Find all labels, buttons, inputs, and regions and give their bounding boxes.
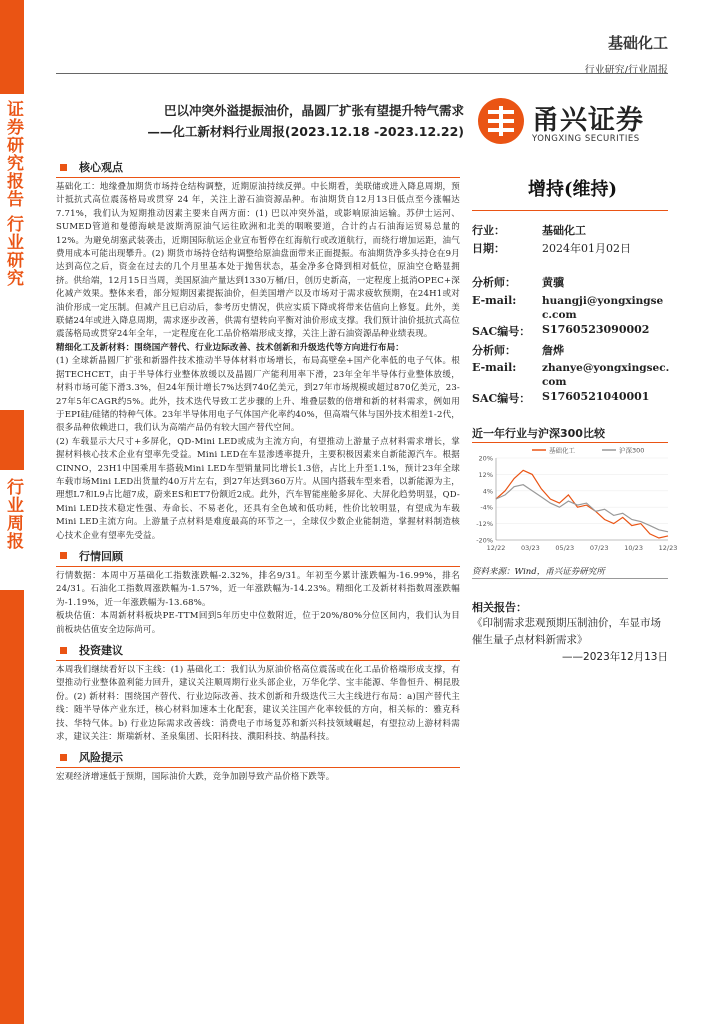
header-subcategory: 行业研究/行业周报 (584, 65, 668, 76)
chart-legend-label: 基础化工 (549, 446, 575, 455)
info-label: 分析师： (472, 276, 516, 289)
paragraph: (2) 车载显示大尺寸+多屏化，QD-Mini LED或成为主流方向，有望推动上游量子点材料需求增长，掌握材料核心技术企业有望率先受益。Mini LED在车显渗透率提升，主要积极因素来自新能源汽车。根据CINNO，23H1中国乘用车搭载Mini LED车型销量同比增长1.3倍，占比上升至1.1%，预计23年全球车载市场Mini LED出货量约40万片左右，到27年达到360万片。从国内搭载车型来看，以新能源为主，理想L7和L9占比超7成，蔚来ES和ET7份额近2成。此外，汽车智能座舱多屏化、大屏化趋势明显，QD-Mini LED技术稳定性强、寿命长、不易老化，还具有全色域和低功耗，性价比较明显，有望成为车载Mini LED主流方向。上游量子点材料是难度最高的环节之一，全球仅少数企业能制造，掌握材料制造核心技术企业有望率先受益。 (56, 436, 460, 541)
comparison-chart (472, 444, 678, 562)
side-band-bottom (0, 590, 24, 1024)
info-analyst-2 (472, 342, 564, 358)
email-link[interactable]: huangji@yongxingsec.com (542, 295, 664, 321)
section-divider (56, 767, 460, 768)
info-industry (472, 222, 586, 238)
chart-x-tick: 05/23 (555, 544, 575, 552)
header-category: 基础化工 (607, 34, 668, 52)
section-divider (56, 566, 460, 567)
header-divider (56, 73, 668, 74)
chart-y-tick: 20% (478, 454, 493, 463)
bullet-square-icon (60, 647, 67, 654)
chart-legend-label: 沪深300 (619, 446, 645, 455)
info-value: S1760523090002 (542, 323, 650, 336)
report-title (64, 100, 464, 142)
related-reports-heading: 相关报告： (472, 601, 527, 614)
chart-y-tick: 4% (482, 487, 493, 496)
chart-divider (472, 442, 668, 443)
chart-x-tick: 12/23 (658, 544, 678, 552)
section-divider (56, 660, 460, 661)
side-label-bottom: 行业周报 (3, 478, 23, 550)
chart-title: 近一年行业与沪深300比较 (472, 427, 605, 440)
chart-x-tick: 07/23 (589, 544, 609, 552)
logo-name: 甬兴证券 (532, 105, 644, 136)
chart-x-tick: 12/22 (486, 544, 506, 552)
side-band-top (0, 0, 24, 94)
info-label: E-mail: (472, 361, 517, 374)
title-line-2: ——化工新材料行业周报(2023.12.18 -2023.12.22) (147, 124, 464, 139)
section-divider (56, 177, 460, 178)
info-value: 詹烨 (542, 344, 564, 357)
paragraph: 精细化工及新材料：围绕国产替代、行业边际改善、技术创新和升级迭代等方向进行布局： (56, 342, 405, 353)
chart-y-tick: -4% (480, 503, 493, 512)
paragraph: (1) 全球新晶圆厂扩张和新器件技术推动半导体材料市场增长，布局高壁垒+国产化率低的电子气体。根据TECHCET，由于半导体行业整体放缓以及晶圆厂产能利用率下滑，23年全年半导体行业整体放缓，材料市场可能下滑3.3%，但24年预计增长7%达到740亿美元，到27年市场规模或超过870亿美元，23-27年5年CAGR约5%。此外，技术迭代导致工艺步骤的上升、堆叠层数的倍增和新的材料需求，例如用于EPI硅/硅锗的特种气体。23年半导体用电子气体国产化率约40%，但高端气体与国外技术相差1-2代，很多品种依赖进口，我们认为高端产品仍有较大国产替代空间。 (56, 356, 460, 434)
side-label-top: 证券研究报告 行业研究 (3, 100, 23, 287)
title-line-1: 巴以冲突外溢提振油价，晶圆厂扩张有望提升特气需求 (163, 103, 464, 118)
related-reports (472, 615, 668, 666)
info-email-1 (472, 294, 664, 321)
paragraph: 行情数据：本周中万基础化工指数涨跌幅-2.32%，排名9/31。年初至今累计涨跌幅为-16.99%，排名24/31。石油化工指数周涨跌幅为-1.57%，近一年涨跌幅为-14.23%。精细化工及新材料指数周涨跌幅为-1.19%，近一年涨跌幅为-13.68%。 (56, 570, 460, 608)
info-analyst-1 (472, 274, 564, 290)
related-report-date: ——2023年12月13日 (562, 651, 668, 663)
chart-y-tick: -12% (476, 520, 493, 529)
bullet-square-icon (60, 552, 67, 559)
section-risk (56, 750, 460, 764)
paragraph: 宏观经济增速低于预期，国际油价大跌，竞争加剧导致产品价格下跌等。 (56, 772, 335, 783)
info-sac-1 (472, 323, 650, 339)
info-label: 分析师： (472, 344, 516, 357)
chart-x-tick: 10/23 (624, 544, 643, 552)
bullet-square-icon (60, 754, 67, 761)
info-label: SAC编号： (472, 325, 531, 338)
rating-divider (472, 210, 668, 211)
info-label: E-mail: (472, 294, 517, 307)
paragraph: 基础化工：地缘叠加期货市场持仓结构调整，近期原油持续反弹。中长期看，美联储或进入降息周期，预计抵抗式高位震荡格局或贯穿 24 年，关注上游石油资源品种。布油期货自12月13日低点至今涨幅达7.71%，我们认为短期推动因素主要来自两方面：(1) 巴以冲突外溢，或影响原油运输。苏伊士运河、SUMED管道和曼德海峡是波斯湾原油气运往欧洲和北美的咽喉要道，合计约占石油海运贸易总量的12%。为避免胡塞武装袭击，近期国际航运企业宣布暂停在红海航行或改道航行，而绕行增加运距，油气费用成本可能出现攀升。(2) 期货市场持仓结构调整给原油盘面带来正面提振。布油期货净多头持仓在9月达到高位之后，资金在过去的几个月里基本处于抛售状态，基金净多仓降到相对低位，原油空仓略显拥挤。供给端，12月15日当周，美国原油产量达到1330万桶/日，创历史新高，一定程度上抵消OPEC+深化减产效果。整体来看，部分短期因素提振油价，但美国增产以及市场对于需求疲软预期，在24H1或对油价形成一定压制。但减产且已启动后，参考历史情况，供应实质下降或将带来估值向上修复。此外，美联储24年或进入降息周期，需求逐步改善，供需有望转向平衡对油价形成支撑。我们预计油价抵抗式高位震荡格局或贯穿24年全年，一定程度在化工品价格端形成支撑，关注上游石油资源品种业绩表现。 (56, 182, 460, 340)
chart-y-tick: 12% (478, 470, 493, 479)
header (585, 32, 668, 76)
logo-en: YONGXING SECURITIES (532, 134, 640, 144)
logo-mark-icon (478, 98, 524, 144)
info-value: 基础化工 (542, 224, 586, 237)
bullet-square-icon (60, 164, 67, 171)
email-link[interactable]: zhanye@yongxingsec.com (542, 362, 670, 388)
related-report-link[interactable]: 《印制需求悲观预期压制油价，车显市场催生量子点材料新需求》 (472, 617, 661, 646)
info-value: S1760521040001 (542, 390, 650, 403)
info-value: 黄骥 (542, 276, 564, 289)
company-logo (478, 98, 668, 150)
section-title: 投资建议 (79, 644, 123, 657)
section-market-review (56, 549, 460, 563)
chart-source-divider (472, 578, 668, 579)
info-email-2 (472, 361, 670, 388)
chart-svg (472, 444, 678, 562)
side-band-mid (0, 410, 24, 470)
info-label: 日期： (472, 242, 505, 255)
section-title: 行情回顾 (79, 549, 123, 563)
chart-source: 资料来源：Wind，甬兴证券研究所 (472, 567, 605, 577)
rating: 增持(维持) (528, 179, 618, 200)
section-investment-advice (56, 643, 460, 657)
paragraph: 板块估值：本周新材料板块PE-TTM回到5年历史中位数附近，位于20%/80%分位区间内，我们认为目前板块估值安全边际尚可。 (56, 611, 460, 635)
info-value: 2024年01月02日 (542, 242, 631, 255)
section-title: 核心观点 (79, 161, 123, 174)
info-sac-2 (472, 390, 650, 406)
section-core-views (56, 160, 460, 174)
info-label: SAC编号： (472, 392, 531, 405)
info-label: 行业： (472, 224, 505, 237)
section-title: 风险提示 (79, 751, 123, 765)
chart-x-tick: 03/23 (521, 544, 540, 552)
info-date (472, 240, 631, 256)
main-column (56, 160, 460, 785)
paragraph: 本周我们继续看好以下主线：(1) 基础化工：我们认为原油价格高位震荡或在化工品价格端形成支撑，有望推动行业整体盈利能力回升，建议关注顺周期行业头部企业，万华化学、宝丰能源、华鲁恒升、桐昆股份。(2) 新材料：围绕国产替代、行业边际改善、技术创新和升级迭代三大主线进行布局：a)国产替代主线：随半导体产业东迁，核心材料加速本土化配套，建议关注国产化率较低的方向，相关标的：雅克科技、华特气体。b) 行业边际需求改善线：消费电子市场复苏和新兴科技领域崛起，有望拉动上游材料需求，建议关注：斯瑞新材、圣泉集团、长阳科技、濮阳科技、纳晶科技。 (56, 665, 460, 743)
chart-y-tick: -20% (476, 536, 493, 545)
